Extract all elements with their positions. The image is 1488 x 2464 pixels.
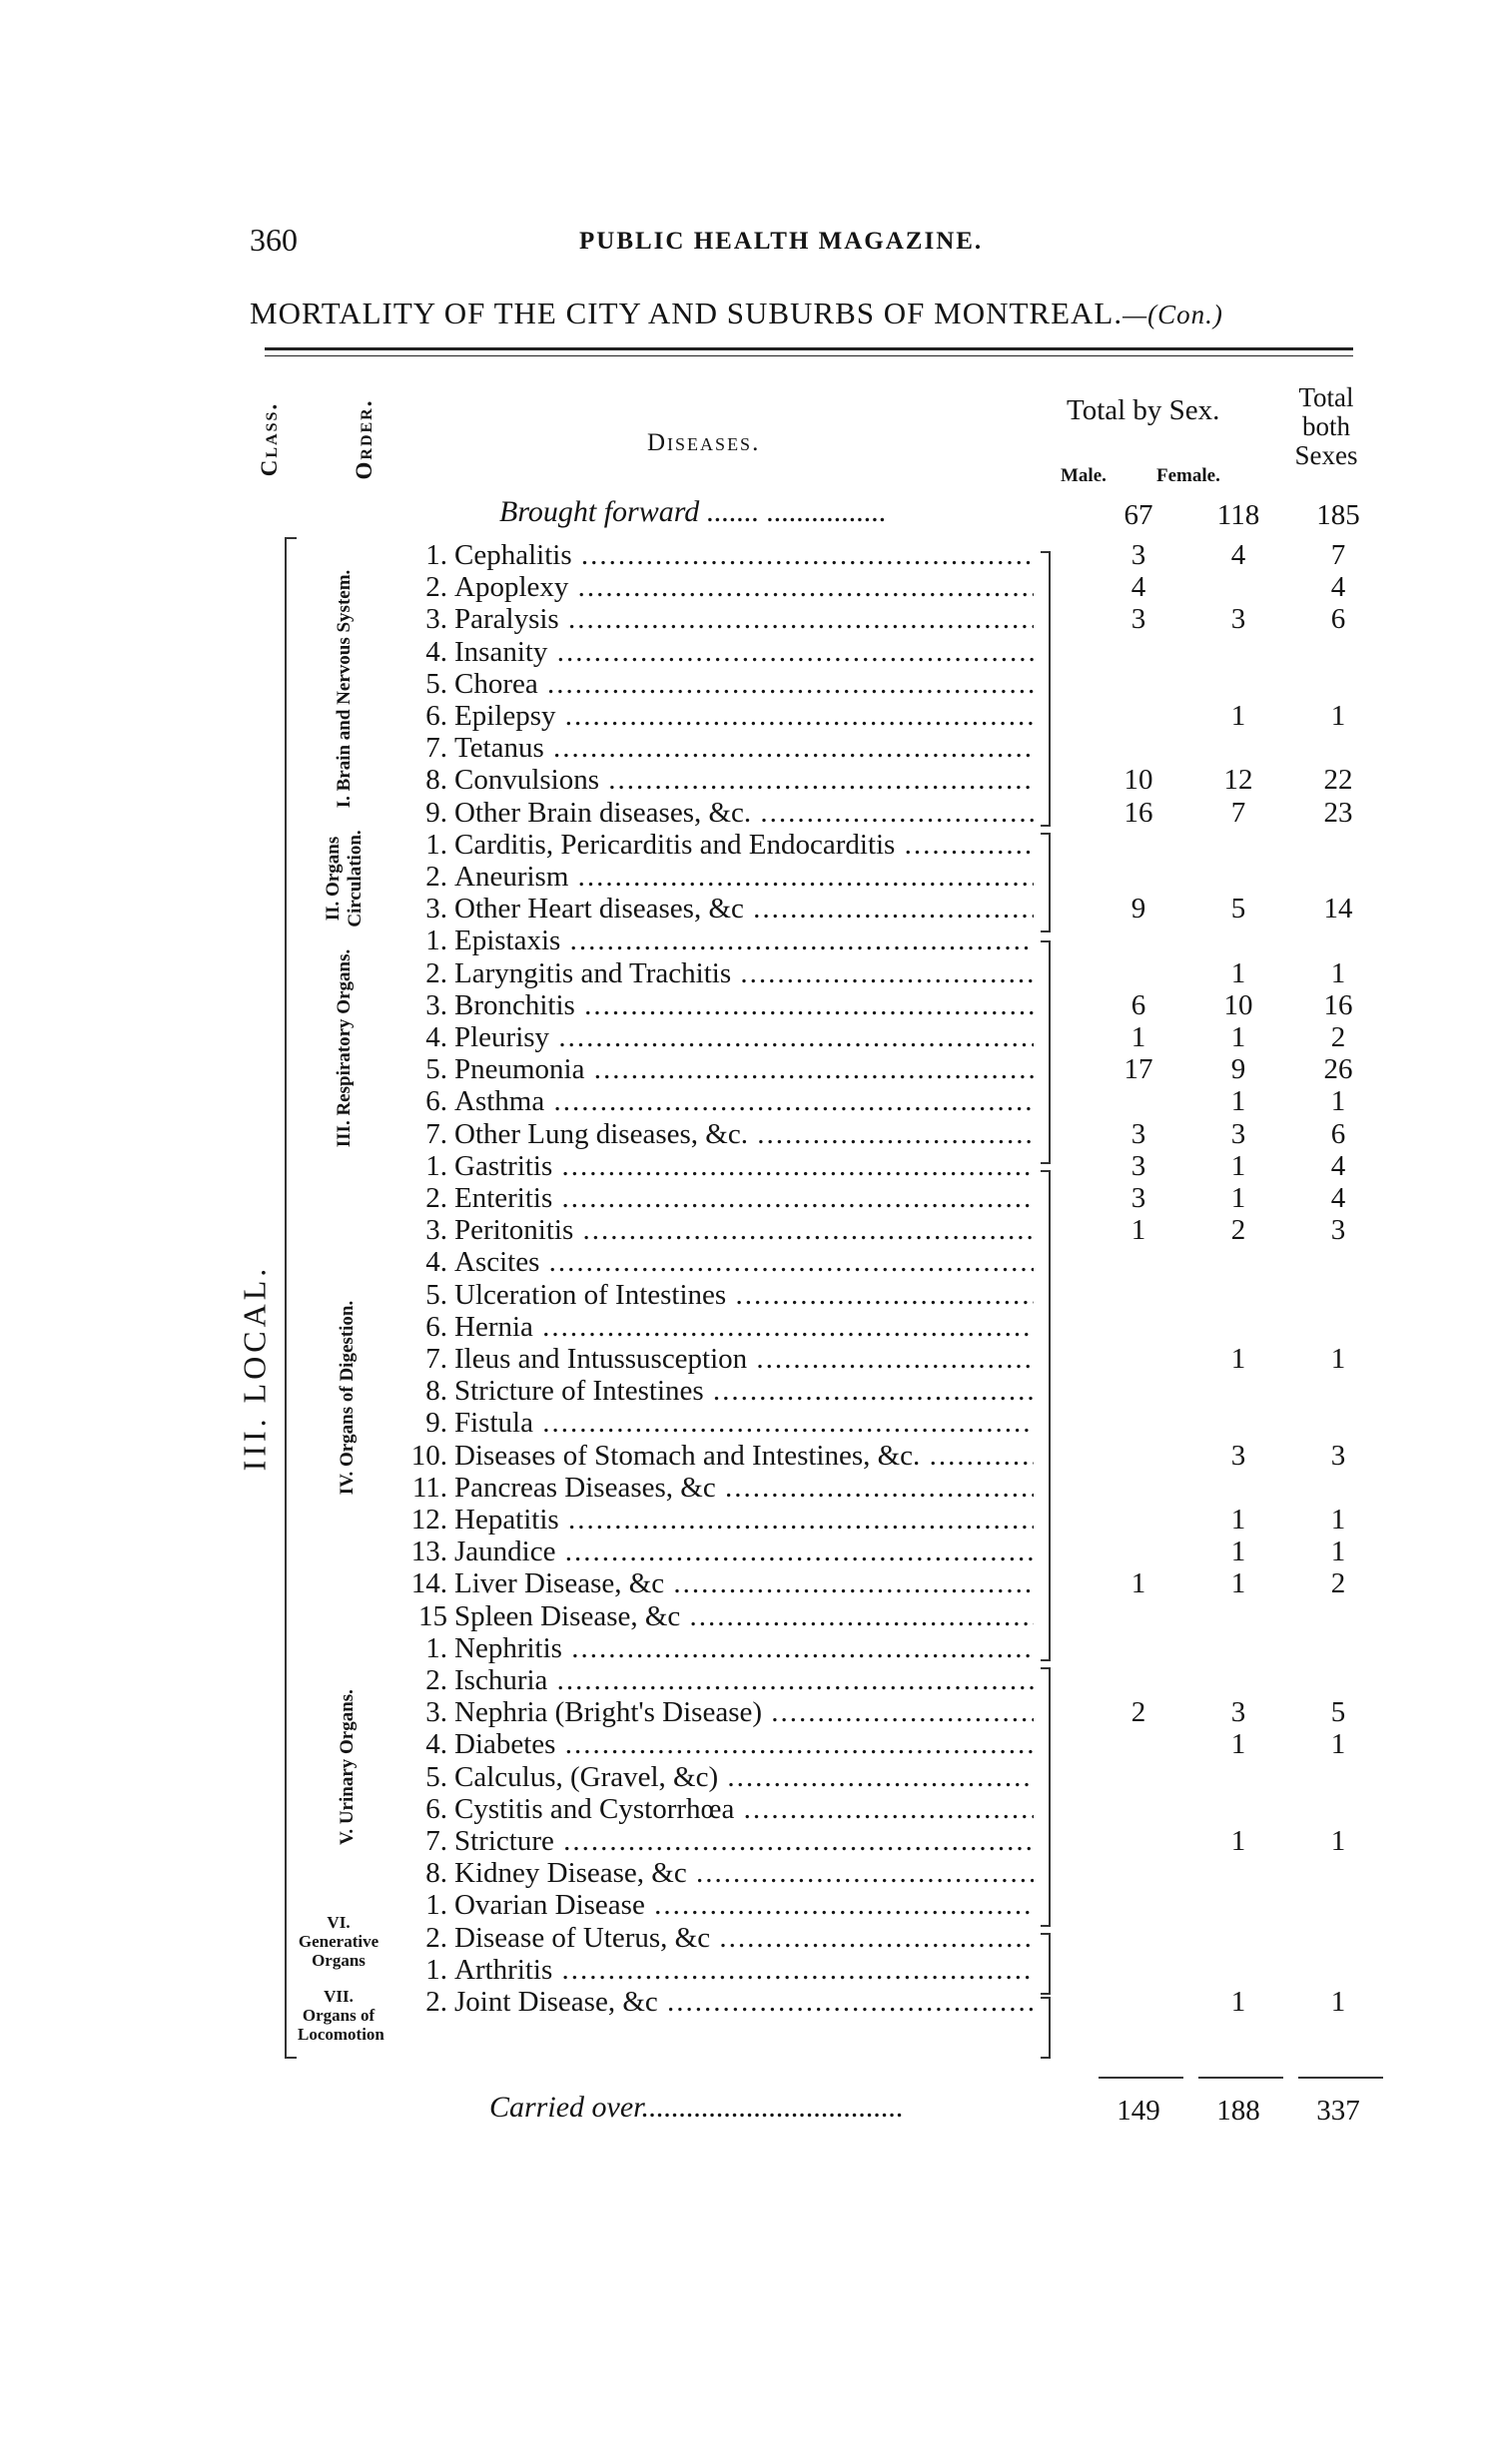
disease-number: 2. bbox=[425, 1664, 447, 1696]
table-row bbox=[0, 1440, 1488, 1472]
total-count: 6 bbox=[1330, 603, 1346, 635]
brought-forward-row bbox=[0, 499, 1488, 531]
order-label-respiratory: III. Respiratory Organs. bbox=[334, 948, 355, 1148]
female-count: 12 bbox=[1223, 764, 1253, 796]
disease-number: 4. bbox=[425, 1246, 447, 1278]
disease-name: Epilepsy ..... bbox=[454, 700, 1034, 732]
disease-name: Diabetes ..... bbox=[454, 1728, 1034, 1760]
order-label-brain: I. Brain and Nervous System. bbox=[334, 569, 355, 809]
disease-number: 4. bbox=[425, 636, 447, 668]
total-count: 23 bbox=[1323, 797, 1353, 829]
header-male: Male. bbox=[1061, 465, 1107, 486]
male-count: 9 bbox=[1130, 893, 1146, 924]
disease-name: Other Brain diseases, &c. ..... bbox=[454, 797, 1034, 829]
total-count: 22 bbox=[1323, 764, 1353, 796]
female-count: 1 bbox=[1230, 1986, 1246, 2018]
disease-name: Pneumonia ..... bbox=[454, 1053, 1034, 1085]
disease-name: Nephritis ..... bbox=[454, 1632, 1034, 1664]
header-order: Order. bbox=[352, 398, 376, 480]
table-row bbox=[0, 603, 1488, 635]
disease-name: Spleen Disease, &c ..... bbox=[454, 1600, 1034, 1632]
table-row bbox=[0, 1182, 1488, 1214]
total-count: 7 bbox=[1330, 539, 1346, 571]
disease-number: 1. bbox=[425, 829, 447, 861]
disease-name: Chorea ..... bbox=[454, 668, 1034, 700]
disease-number: 11. bbox=[411, 1472, 447, 1504]
female-count: 1 bbox=[1230, 1567, 1246, 1599]
female-count: 1 bbox=[1230, 1728, 1246, 1760]
table-row bbox=[0, 1021, 1488, 1053]
female-count: 9 bbox=[1230, 1053, 1246, 1085]
disease-number: 1. bbox=[425, 1889, 447, 1921]
disease-number: 9. bbox=[425, 1407, 447, 1439]
female-count: 1 bbox=[1230, 1536, 1246, 1567]
disease-number: 15 bbox=[418, 1600, 447, 1632]
disease-name: Peritonitis ..... bbox=[454, 1214, 1034, 1246]
table-row bbox=[0, 1728, 1488, 1760]
female-count: 2 bbox=[1230, 1214, 1246, 1246]
table-row bbox=[0, 861, 1488, 893]
disease-name: Ulceration of Intestines ..... bbox=[454, 1279, 1034, 1311]
disease-name: Pleurisy ..... bbox=[454, 1021, 1034, 1053]
brought-forward-total: 185 bbox=[1316, 499, 1360, 531]
total-count: 1 bbox=[1330, 957, 1346, 989]
table-row bbox=[0, 1472, 1488, 1504]
sum-line-male bbox=[1099, 2077, 1183, 2079]
male-count: 4 bbox=[1130, 571, 1146, 603]
table-row bbox=[0, 539, 1488, 571]
table-row bbox=[0, 1600, 1488, 1632]
disease-number: 7. bbox=[425, 1118, 447, 1150]
female-count: 1 bbox=[1230, 700, 1246, 732]
disease-number: 8. bbox=[425, 764, 447, 796]
disease-number: 6. bbox=[425, 1311, 447, 1343]
female-count: 3 bbox=[1230, 1696, 1246, 1728]
running-head bbox=[250, 222, 1398, 262]
table-row bbox=[0, 1793, 1488, 1825]
table-row bbox=[0, 1761, 1488, 1793]
disease-number: 3. bbox=[425, 1696, 447, 1728]
male-count: 3 bbox=[1130, 603, 1146, 635]
table-row bbox=[0, 1279, 1488, 1311]
disease-number: 2. bbox=[425, 1986, 447, 2018]
total-count: 4 bbox=[1330, 1182, 1346, 1214]
table-row bbox=[0, 1407, 1488, 1439]
disease-name: Insanity ..... bbox=[454, 636, 1034, 668]
female-count: 1 bbox=[1230, 957, 1246, 989]
order-label-circulation: II. Organs Circulation. bbox=[323, 830, 366, 927]
disease-name: Stricture of Intestines ..... bbox=[454, 1375, 1034, 1407]
total-count: 1 bbox=[1330, 1825, 1346, 1857]
disease-name: Carditis, Pericarditis and Endocarditis ..... bbox=[454, 829, 1034, 861]
disease-name: Apoplexy ..... bbox=[454, 571, 1034, 603]
disease-number: 12. bbox=[410, 1504, 447, 1536]
female-count: 1 bbox=[1230, 1021, 1246, 1053]
order-label-generative: VI. Generative Organs bbox=[298, 1913, 379, 1970]
table-row bbox=[0, 924, 1488, 956]
disease-name: Ischuria ..... bbox=[454, 1664, 1034, 1696]
table-row bbox=[0, 1311, 1488, 1343]
carried-over-female: 188 bbox=[1216, 2095, 1260, 2127]
disease-name: Disease of Uterus, &c ..... bbox=[454, 1922, 1034, 1954]
header-total-both: Total both Sexes bbox=[1294, 382, 1358, 470]
total-count: 1 bbox=[1330, 700, 1346, 732]
disease-number: 13. bbox=[410, 1536, 447, 1567]
disease-name: Paralysis ..... bbox=[454, 603, 1034, 635]
male-count: 6 bbox=[1130, 989, 1146, 1021]
male-count: 2 bbox=[1130, 1696, 1146, 1728]
table-row bbox=[0, 764, 1488, 796]
disease-number: 2. bbox=[425, 571, 447, 603]
disease-name: Ascites ..... bbox=[454, 1246, 1034, 1278]
total-count: 1 bbox=[1330, 1728, 1346, 1760]
total-count: 1 bbox=[1330, 1504, 1346, 1536]
table-row bbox=[0, 893, 1488, 924]
female-count: 7 bbox=[1230, 797, 1246, 829]
female-count: 3 bbox=[1230, 1118, 1246, 1150]
disease-name: Pancreas Diseases, &c ..... bbox=[454, 1472, 1034, 1504]
table-row bbox=[0, 1118, 1488, 1150]
male-count: 17 bbox=[1123, 1053, 1153, 1085]
disease-name: Jaundice ..... bbox=[454, 1536, 1034, 1567]
disease-number: 6. bbox=[425, 1793, 447, 1825]
table-row bbox=[0, 732, 1488, 764]
carried-over-male: 149 bbox=[1116, 2095, 1160, 2127]
disease-number: 4. bbox=[425, 1728, 447, 1760]
disease-name: Other Heart diseases, &c ..... bbox=[454, 893, 1034, 924]
header-class: Class. bbox=[257, 401, 282, 477]
disease-number: 14. bbox=[410, 1567, 447, 1599]
brought-forward-female: 118 bbox=[1216, 499, 1260, 531]
male-count: 3 bbox=[1130, 1150, 1146, 1182]
disease-name: Cephalitis ..... bbox=[454, 539, 1034, 571]
female-count: 3 bbox=[1230, 1440, 1246, 1472]
disease-number: 5. bbox=[425, 1761, 447, 1793]
disease-number: 3. bbox=[425, 1214, 447, 1246]
running-title: PUBLIC HEALTH MAGAZINE. bbox=[579, 228, 984, 255]
table-row bbox=[0, 1825, 1488, 1857]
disease-name: Aneurism ..... bbox=[454, 861, 1034, 893]
female-count: 1 bbox=[1230, 1150, 1246, 1182]
total-count: 1 bbox=[1330, 1536, 1346, 1567]
disease-name: Hernia ..... bbox=[454, 1311, 1034, 1343]
total-count: 3 bbox=[1330, 1214, 1346, 1246]
disease-number: 3. bbox=[425, 989, 447, 1021]
disease-number: 2. bbox=[425, 1922, 447, 1954]
brought-forward-male: 67 bbox=[1123, 499, 1153, 531]
table-title-continued: —(Con.) bbox=[1122, 300, 1223, 329]
table-row bbox=[0, 1696, 1488, 1728]
table-row bbox=[0, 636, 1488, 668]
table-row bbox=[0, 1246, 1488, 1278]
table-row bbox=[0, 957, 1488, 989]
disease-number: 1. bbox=[425, 539, 447, 571]
male-count: 3 bbox=[1130, 1118, 1146, 1150]
disease-name: Fistula ..... bbox=[454, 1407, 1034, 1439]
female-count: 1 bbox=[1230, 1825, 1246, 1857]
carried-over-label: Carried over................................... bbox=[489, 2091, 904, 2124]
disease-name: Other Lung diseases, &c. ..... bbox=[454, 1118, 1034, 1150]
disease-name: Hepatitis ..... bbox=[454, 1504, 1034, 1536]
disease-name: Convulsions ..... bbox=[454, 764, 1034, 796]
total-count: 2 bbox=[1330, 1567, 1346, 1599]
table-row bbox=[0, 1857, 1488, 1889]
disease-number: 9. bbox=[425, 797, 447, 829]
disease-name: Ovarian Disease ..... bbox=[454, 1889, 1034, 1921]
table-row bbox=[0, 668, 1488, 700]
female-count: 5 bbox=[1230, 893, 1246, 924]
disease-number: 7. bbox=[425, 1825, 447, 1857]
table-row bbox=[0, 989, 1488, 1021]
disease-number: 7. bbox=[425, 1343, 447, 1375]
disease-number: 8. bbox=[425, 1857, 447, 1889]
female-count: 1 bbox=[1230, 1182, 1246, 1214]
table-row bbox=[0, 1632, 1488, 1664]
disease-name: Arthritis ..... bbox=[454, 1954, 1034, 1986]
disease-number: 1. bbox=[425, 1632, 447, 1664]
disease-number: 6. bbox=[425, 700, 447, 732]
table-row bbox=[0, 1375, 1488, 1407]
header-female: Female. bbox=[1156, 465, 1220, 486]
disease-name: Tetanus ..... bbox=[454, 732, 1034, 764]
header-total-by-sex: Total by Sex. bbox=[1067, 394, 1220, 426]
disease-name: Bronchitis ..... bbox=[454, 989, 1034, 1021]
sum-line-female bbox=[1198, 2077, 1283, 2079]
table-row bbox=[0, 1664, 1488, 1696]
disease-name: Calculus, (Gravel, &c) ..... bbox=[454, 1761, 1034, 1793]
order-label-digestion: IV. Organs of Digestion. bbox=[337, 1300, 358, 1496]
total-count: 4 bbox=[1330, 571, 1346, 603]
disease-name: Stricture ..... bbox=[454, 1825, 1034, 1857]
title-rule-top bbox=[265, 347, 1353, 350]
order-label-urinary: V. Urinary Organs. bbox=[337, 1689, 358, 1845]
total-count: 5 bbox=[1330, 1696, 1346, 1728]
class-label: III. LOCAL. bbox=[236, 1264, 273, 1472]
table-row bbox=[0, 571, 1488, 603]
disease-name: Liver Disease, &c ..... bbox=[454, 1567, 1034, 1599]
male-count: 1 bbox=[1130, 1021, 1146, 1053]
carried-over-total: 337 bbox=[1316, 2095, 1360, 2127]
table-row bbox=[0, 1889, 1488, 1921]
table-row bbox=[0, 1504, 1488, 1536]
table-row bbox=[0, 1085, 1488, 1117]
table-row bbox=[0, 1053, 1488, 1085]
female-count: 3 bbox=[1230, 603, 1246, 635]
female-count: 1 bbox=[1230, 1085, 1246, 1117]
disease-name: Diseases of Stomach and Intestines, &c. ..... bbox=[454, 1440, 1034, 1472]
disease-name: Kidney Disease, &c ..... bbox=[454, 1857, 1034, 1889]
disease-number: 6. bbox=[425, 1085, 447, 1117]
title-rule-bottom bbox=[265, 355, 1353, 356]
disease-name: Epistaxis ..... bbox=[454, 924, 1034, 956]
disease-name: Cystitis and Cystorrhœa ..... bbox=[454, 1793, 1034, 1825]
disease-name: Nephria (Bright's Disease) ..... bbox=[454, 1696, 1034, 1728]
brought-forward-label: Brought forward ....... ................ bbox=[499, 495, 887, 528]
male-count: 10 bbox=[1123, 764, 1153, 796]
page-number: 360 bbox=[250, 222, 298, 258]
table-row bbox=[0, 1986, 1488, 2018]
female-count: 4 bbox=[1230, 539, 1246, 571]
male-count: 16 bbox=[1123, 797, 1153, 829]
female-count: 10 bbox=[1223, 989, 1253, 1021]
total-count: 2 bbox=[1330, 1021, 1346, 1053]
total-count: 4 bbox=[1330, 1150, 1346, 1182]
disease-number: 2. bbox=[425, 861, 447, 893]
disease-name: Joint Disease, &c ..... bbox=[454, 1986, 1034, 2018]
disease-number: 7. bbox=[425, 732, 447, 764]
table-row bbox=[0, 1150, 1488, 1182]
disease-number: 2. bbox=[425, 1182, 447, 1214]
disease-number: 3. bbox=[425, 603, 447, 635]
table-row bbox=[0, 1343, 1488, 1375]
total-count: 3 bbox=[1330, 1440, 1346, 1472]
table-row bbox=[0, 1954, 1488, 1986]
female-count: 1 bbox=[1230, 1343, 1246, 1375]
table-row bbox=[0, 700, 1488, 732]
male-count: 1 bbox=[1130, 1214, 1146, 1246]
sum-line-total bbox=[1298, 2077, 1383, 2079]
total-count: 1 bbox=[1330, 1085, 1346, 1117]
disease-name: Laryngitis and Trachitis ..... bbox=[454, 957, 1034, 989]
total-count: 14 bbox=[1323, 893, 1353, 924]
total-count: 26 bbox=[1323, 1053, 1353, 1085]
female-count: 1 bbox=[1230, 1504, 1246, 1536]
total-count: 1 bbox=[1330, 1986, 1346, 2018]
male-count: 3 bbox=[1130, 1182, 1146, 1214]
disease-number: 5. bbox=[425, 1279, 447, 1311]
disease-number: 1. bbox=[425, 924, 447, 956]
table-title-main: MORTALITY OF THE CITY AND SUBURBS OF MONTREAL. bbox=[250, 296, 1123, 330]
total-count: 6 bbox=[1330, 1118, 1346, 1150]
disease-name: Gastritis ..... bbox=[454, 1150, 1034, 1182]
disease-name: Ileus and Intussusception ..... bbox=[454, 1343, 1034, 1375]
table-row bbox=[0, 1214, 1488, 1246]
table-title bbox=[250, 296, 1398, 331]
disease-number: 1. bbox=[425, 1954, 447, 1986]
disease-number: 5. bbox=[425, 668, 447, 700]
table-row bbox=[0, 1536, 1488, 1567]
disease-number: 4. bbox=[425, 1021, 447, 1053]
table-row bbox=[0, 829, 1488, 861]
table-row bbox=[0, 1922, 1488, 1954]
disease-number: 1. bbox=[425, 1150, 447, 1182]
disease-name: Enteritis ..... bbox=[454, 1182, 1034, 1214]
male-count: 1 bbox=[1130, 1567, 1146, 1599]
disease-number: 8. bbox=[425, 1375, 447, 1407]
header-diseases: Diseases. bbox=[647, 429, 761, 456]
disease-number: 5. bbox=[425, 1053, 447, 1085]
order-label-locomotion: VII. Organs of Locomotion bbox=[298, 1987, 384, 2044]
total-count: 16 bbox=[1323, 989, 1353, 1021]
disease-name: Asthma ..... bbox=[454, 1085, 1034, 1117]
total-count: 1 bbox=[1330, 1343, 1346, 1375]
disease-number: 3. bbox=[425, 893, 447, 924]
disease-number: 2. bbox=[425, 957, 447, 989]
table-row bbox=[0, 797, 1488, 829]
table-row bbox=[0, 1567, 1488, 1599]
male-count: 3 bbox=[1130, 539, 1146, 571]
disease-number: 10. bbox=[410, 1440, 447, 1472]
carried-over-row bbox=[0, 2095, 1488, 2127]
